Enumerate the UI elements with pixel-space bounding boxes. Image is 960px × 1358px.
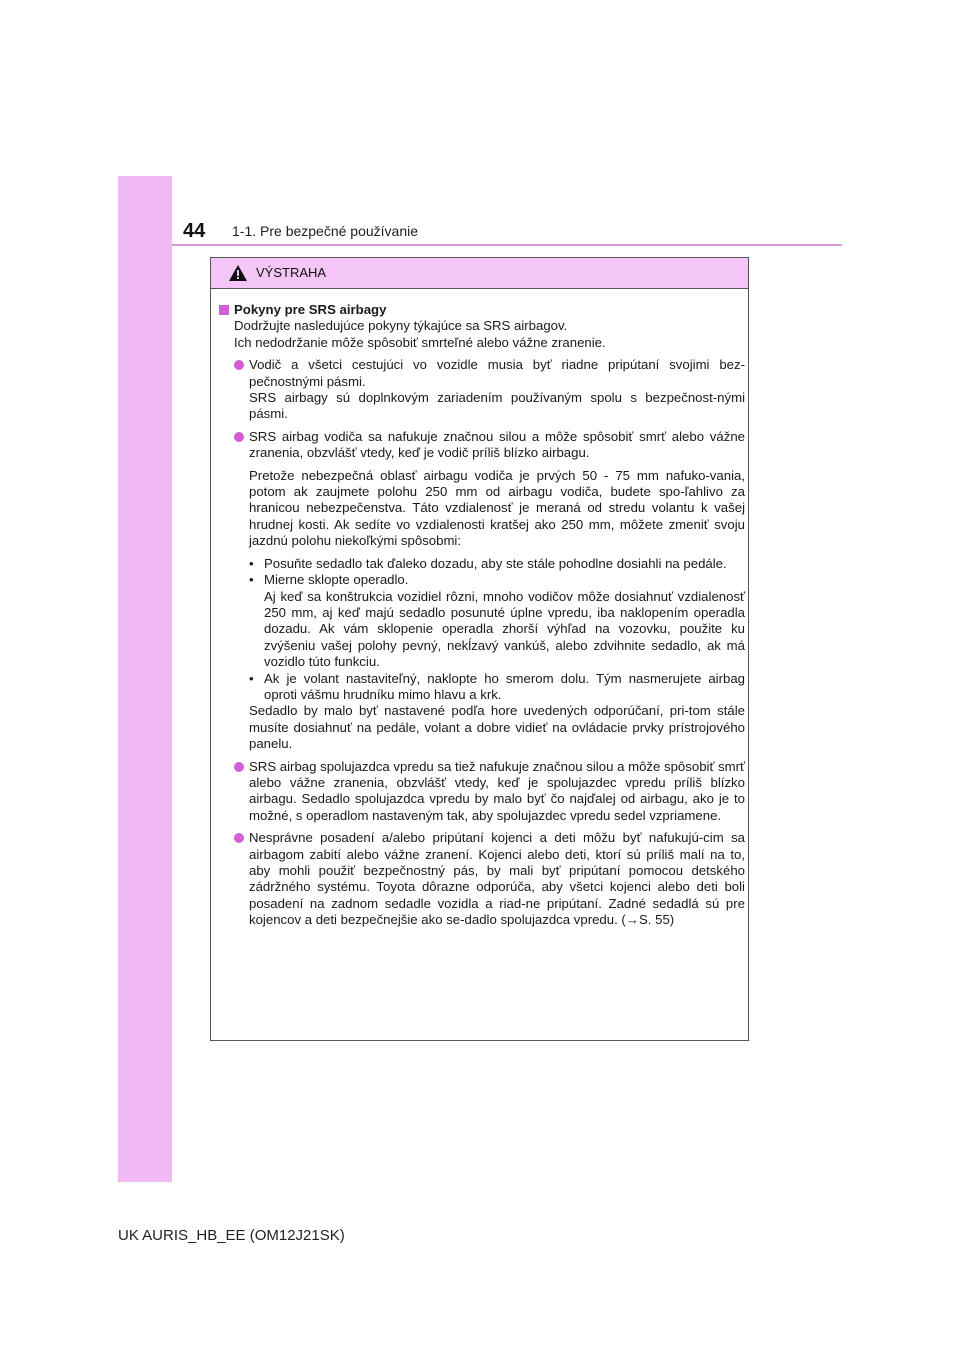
intro-line: Ich nedodržanie môže spôsobiť smrteľné alebo vážne zranenie. — [234, 334, 606, 350]
bullet-dot-icon — [234, 833, 244, 843]
bullet-dot-icon — [234, 432, 244, 442]
sub-item: • Ak je volant nastaviteľný, naklopte ho smerom dolu. Tým nasmerujete airbag oproti vášmu hrudníku mimo hlavu a krk. — [249, 670, 745, 702]
bullet-text: Nesprávne posadení a/alebo pripútaní kojenci a deti môžu byť nafukujú-cim sa airbagom zabití alebo vážne zranení. Kojenci alebo deti, ktorí sú príliš malí na to, aby mohli použiť bezpečnostný pás, by mali byť pripútaní pomocou detského zádržného systému. Toyota dôrazne odporúča, aby všetci kojenci alebo deti boli posadení na zadnom sedadle vozidla a riad-ne pripútaní. Zadné sedadlá sú pre kojencov a deti bezpečnejšie ako se-dadlo spolujazdca vpredu. (→S. 55) — [249, 830, 745, 928]
bullet-item — [219, 429, 745, 462]
bullet-dot-icon — [234, 360, 244, 370]
warning-box — [210, 257, 749, 1041]
bullet-text: SRS airbagy sú doplnkovým zariadením používaným spolu s bezpečnost-nými pásmi. — [249, 390, 745, 422]
sub-bullet: • — [249, 555, 254, 571]
sub-bullet: • — [249, 572, 254, 588]
header-rule — [172, 244, 842, 246]
sub-item: • Mierne sklopte operadlo. Aj keď sa konštrukcia vozidiel rôzni, mnoho vodičov môže dosiahnuť vzdialenosť 250 mm, aj keď majú sedadlo posunuté úplne vpredu, iba naklopením operadla dozadu. Ak vám sklopenie operadla zhorší výhľad na vozovku, použite ku zvýšeniu vašej polohy pevný, nekĺzavý vankúš, alebo zdvihnite sedadlo, ak má vozidlo túto funkciu. — [249, 572, 745, 670]
bullet-item — [219, 830, 745, 928]
paragraph: Sedadlo by malo byť nastavené podľa hore uvedených odporúčaní, pri-tom stále musíte dosiahnuť na pedále, volant a dobre vidieť na ovládacie prvky prístrojového panelu. — [249, 703, 745, 752]
bullet-text: Vodič a všetci cestujúci vo vozidle musia byť riadne pripútaní svojimi bez-pečnostnými pásmi. — [249, 357, 745, 389]
page-number: 44 — [183, 220, 206, 242]
sub-list — [219, 556, 745, 704]
section-title: 1-1. Pre bezpečné používanie — [232, 223, 419, 239]
warning-title: VÝSTRAHA — [256, 265, 327, 280]
footer-code: UK AURIS_HB_EE (OM12J21SK) — [118, 1227, 345, 1244]
sub-item-detail: Aj keď sa konštrukcia vozidiel rôzni, mnoho vodičov môže dosiahnuť vzdialenosť 250 mm, aj keď majú sedadlo posunuté úplne vpredu, iba naklopením operadla dozadu. Ak vám sklopenie operadla zhorší výhľad na vozovku, použite ku zvýšeniu vašej polohy pevný, nekĺzavý vankúš, alebo zdvihnite sedadlo, ak má vozidlo túto funkciu. — [264, 588, 745, 670]
bullet-item — [219, 759, 745, 825]
intro-line: Dodržujte nasledujúce pokyny týkajúce sa SRS airbagov. — [234, 318, 568, 334]
bullet-text: SRS airbag vodiča sa nafukuje značnou silou a môže spôsobiť smrť alebo vážne zranenia, obzvlášť vtedy, keď je vodič príliš blízko airbagu. — [249, 428, 745, 461]
paragraph: Pretože nebezpečná oblasť airbagu vodiča je prvých 50 - 75 mm nafuko-vania, potom ak zaujmete polohu 250 mm od airbagu vodiča, budete spo-ľahlivo za hranicou nebezpečenstva. Táto vzdialenosť je meraná od stredu volantu k vašej hrudnej kosti. Ak sedíte vo vzdialenosti kratšej ako 250 mm, môžete zmeniť svoju jazdnú polohu niekoľkými spôsobmi: — [249, 467, 745, 549]
sub-bullet: • — [249, 670, 254, 686]
section-heading: Pokyny pre SRS airbagy — [219, 302, 745, 318]
bullet-text: SRS airbag spolujazdca vpredu sa tiež nafukuje značnou silou a môže spôsobiť smrť alebo vážne zranenia, obzvlášť vtedy, keď je spolujazdec vpredu príliš blízko airbagu. Sedadlo spolujazdca vpredu by malo byť čo najďalej od airbagu, ako je to možné, s operadlom nastaveným tak, aby spolujazdec vpredu sedel vzpriamene. — [249, 758, 745, 823]
bullet-item — [219, 357, 745, 423]
warning-content — [219, 302, 745, 929]
sub-item: • Posuňte sedadlo tak ďaleko dozadu, aby ste stále pohodlne dosiahli na pedále. — [249, 555, 727, 571]
warning-triangle-icon — [228, 264, 248, 282]
warning-header — [211, 258, 748, 289]
bullet-dot-icon — [234, 762, 244, 772]
side-color-band — [118, 176, 172, 1182]
